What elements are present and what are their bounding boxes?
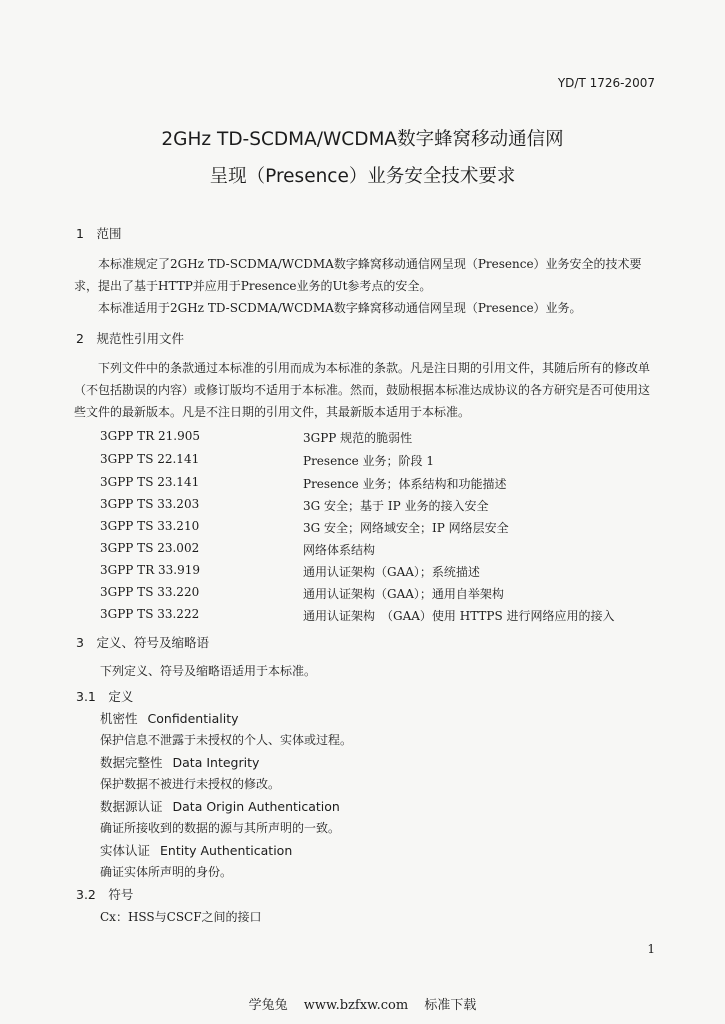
footer-site-name: 学兔兔 (248, 998, 288, 1013)
term (100, 753, 259, 771)
reference-title: 通用认证架构（GAA）；通用自举架构 (303, 587, 504, 601)
reference-title: 网络体系结构 (303, 543, 376, 557)
document-title-line2: 呈现（Presence）业务安全技术要求 (209, 166, 516, 187)
section-1-paragraph-1: 本标准规定了2GHz TD-SCDMA/WCDMA数字蜂窝移动通信网呈现（Presence）业务安全的技术要求，提出了基于HTTP并应用于Presence业务的Ut参考点的安全。 (74, 257, 642, 293)
reference-title: 通用认证架构（GAA）；系统描述 (303, 565, 480, 579)
reference-code: 3GPP TS 33.220 (100, 585, 200, 599)
term-english: Data Integrity (172, 755, 260, 770)
document-title-line1: 2GHz TD-SCDMA/WCDMA数字蜂窝移动通信网 (161, 129, 564, 150)
term-definition: 保护数据不被进行未授权的修改。 (100, 777, 281, 791)
reference-title: 3GPP 规范的脆弱性 (303, 431, 413, 445)
reference-code: 3GPP TS 33.203 (100, 497, 200, 511)
reference-code: 3GPP TS 23.141 (100, 475, 200, 489)
reference-title: 通用认证架构 （GAA）使用 HTTPS 进行网络应用的接入 (303, 609, 615, 623)
term-definition: 确证所接收到的数据的源与其所声明的一致。 (100, 821, 341, 835)
reference-code: 3GPP TS 23.002 (100, 541, 200, 555)
footer-watermark (0, 994, 725, 1013)
section-1-body (74, 253, 659, 319)
footer-slogan: 标准下载 (424, 998, 477, 1013)
term-chinese: 数据源认证 (100, 799, 163, 814)
term-chinese: 机密性 (100, 711, 138, 726)
reference-title: 3G 安全；网络域安全；IP 网络层安全 (303, 521, 509, 535)
term-definition: 确证实体所声明的身份。 (100, 865, 233, 879)
term-chinese: 数据完整性 (100, 755, 163, 770)
reference-code: 3GPP TR 21.905 (100, 429, 201, 443)
reference-title: Presence 业务；阶段 1 (303, 454, 434, 468)
reference-code: 3GPP TR 33.919 (100, 563, 201, 577)
section-2-paragraph-1: 下列文件中的条款通过本标准的引用而成为本标准的条款。凡是注日期的引用文件，其随后所有的修改单（不包括勘误的内容）或修订版均不适用于本标准。然而，鼓励根据本标准达成协议的各方研究是否可使用这些文件的最新版本。凡是不注日期的引用文件，其最新版本适用于本标准。 (74, 361, 651, 419)
section-3-1-heading: 3.1 定义 (76, 689, 134, 704)
term-definition: 保护信息不泄露于未授权的个人、实体或过程。 (100, 733, 353, 747)
reference-title: 3G 安全；基于 IP 业务的接入安全 (303, 499, 489, 513)
section-3-heading: 3 定义、符号及缩略语 (76, 635, 209, 650)
reference-code: 3GPP TS 33.222 (100, 607, 200, 621)
term (100, 709, 239, 727)
reference-code: 3GPP TS 22.141 (100, 452, 200, 466)
term (100, 797, 340, 815)
section-3-paragraph-1: 下列定义、符号及缩略语适用于本标准。 (100, 664, 317, 678)
standard-number: YD/T 1726-2007 (557, 76, 655, 90)
symbol-definition: Cx：HSS与CSCF之间的接口 (100, 910, 262, 924)
page-number: 1 (647, 942, 655, 956)
section-1-heading: 1 范围 (76, 226, 122, 241)
reference-code: 3GPP TS 33.210 (100, 519, 200, 533)
section-3-2-heading: 3.2 符号 (76, 887, 134, 902)
term-english: Confidentiality (147, 711, 239, 726)
term-chinese: 实体认证 (100, 843, 151, 858)
term-english: Entity Authentication (160, 843, 293, 858)
reference-title: Presence 业务；体系结构和功能描述 (303, 477, 507, 491)
term-english: Data Origin Authentication (172, 799, 340, 814)
term (100, 841, 292, 859)
section-2-body (74, 357, 659, 423)
footer-url[interactable]: www.bzfxw.com (303, 998, 409, 1013)
section-1-paragraph-2: 本标准适用于2GHz TD-SCDMA/WCDMA数字蜂窝移动通信网呈现（Presence）业务。 (98, 301, 582, 315)
section-2-heading: 2 规范性引用文件 (76, 331, 184, 346)
